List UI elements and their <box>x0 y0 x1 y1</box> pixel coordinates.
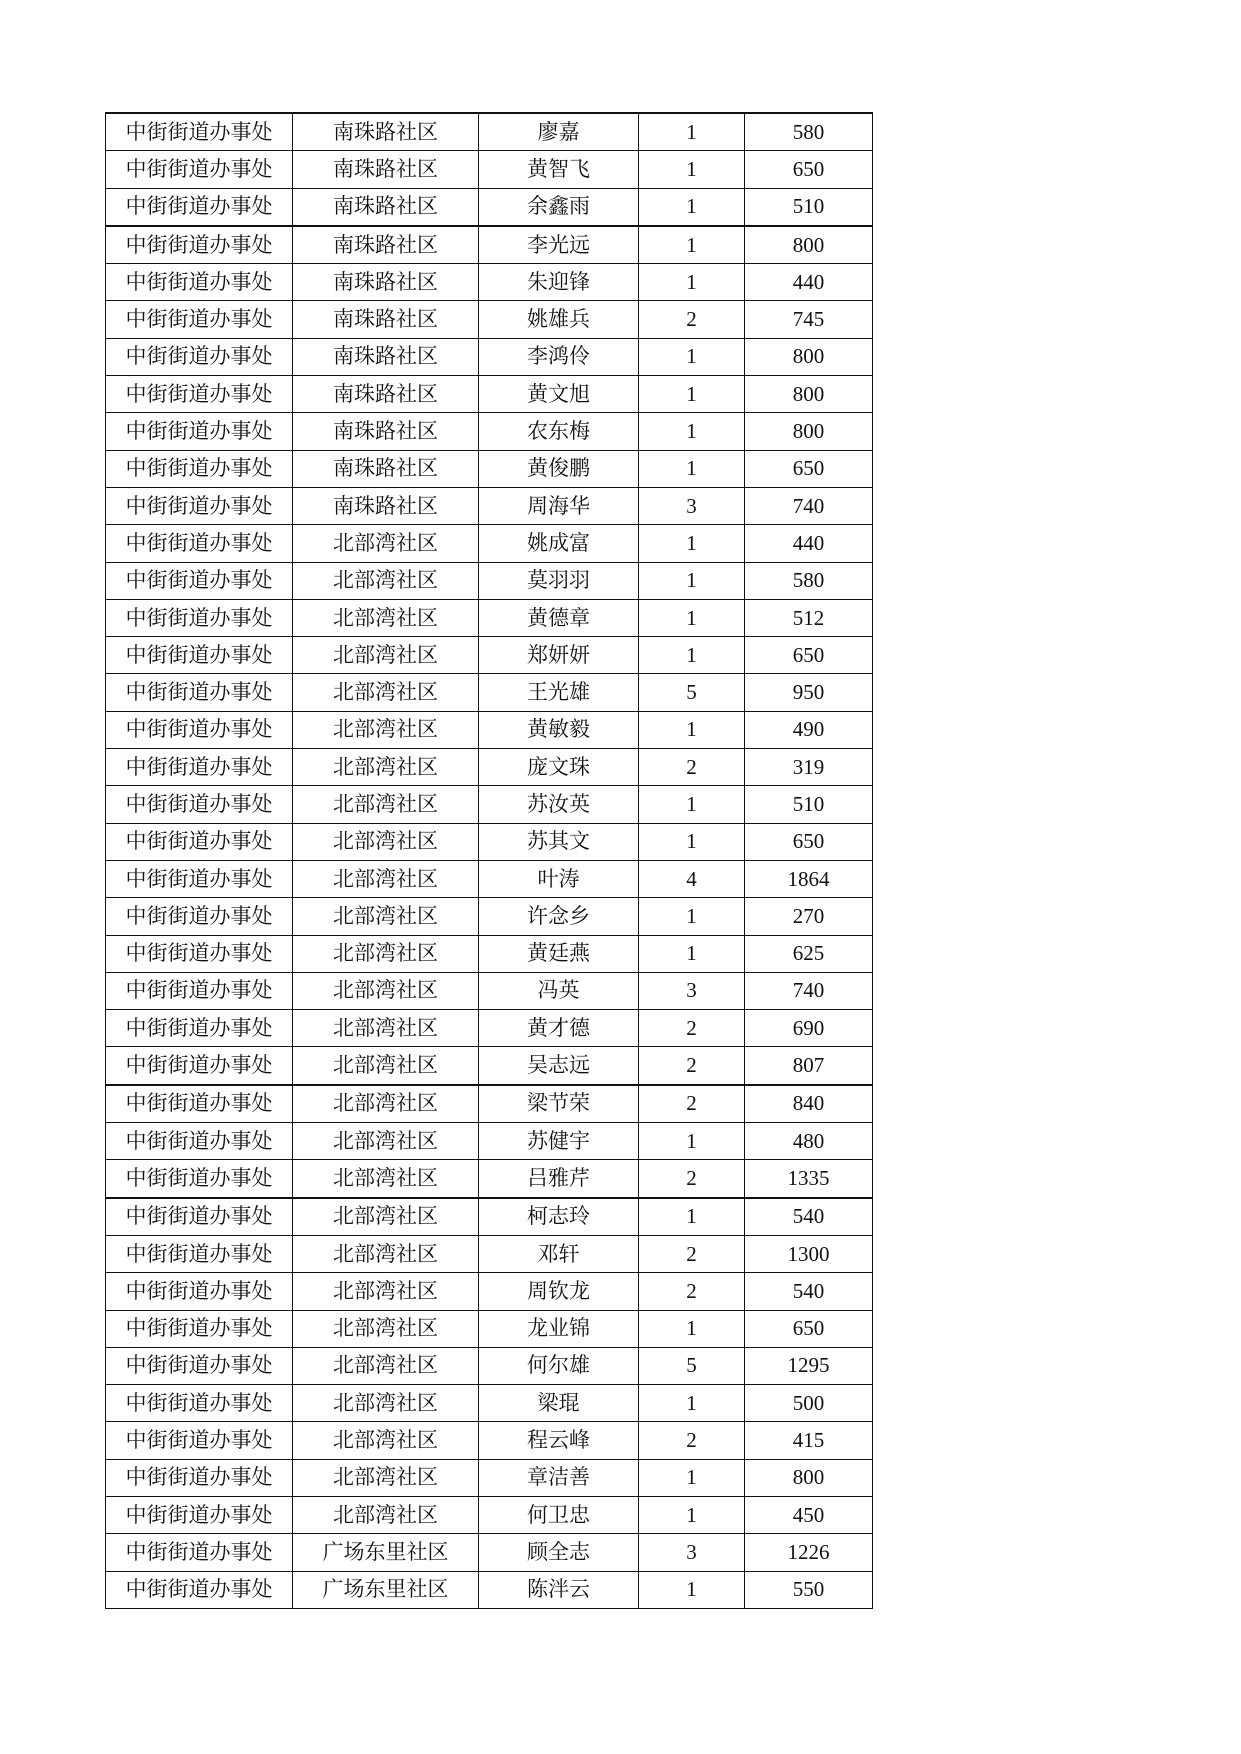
count-cell: 1 <box>639 898 745 935</box>
community-cell: 北部湾社区 <box>293 1347 479 1384</box>
count-cell: 1 <box>639 1123 745 1160</box>
community-cell: 北部湾社区 <box>293 1123 479 1160</box>
count-cell: 2 <box>639 1047 745 1085</box>
community-cell: 北部湾社区 <box>293 1459 479 1496</box>
count-cell: 1 <box>639 1198 745 1236</box>
count-cell: 2 <box>639 1085 745 1123</box>
community-cell: 北部湾社区 <box>293 749 479 786</box>
name-cell: 苏汝英 <box>479 786 639 823</box>
name-cell: 章洁善 <box>479 1459 639 1496</box>
community-cell: 南珠路社区 <box>293 264 479 301</box>
street-office-cell: 中街街道办事处 <box>106 338 293 375</box>
amount-cell: 440 <box>745 525 873 562</box>
name-cell: 叶涛 <box>479 860 639 897</box>
street-office-cell: 中街街道办事处 <box>106 935 293 972</box>
street-office-cell: 中街街道办事处 <box>106 674 293 711</box>
table-row <box>106 749 873 786</box>
table-row <box>106 450 873 487</box>
name-cell: 何卫忠 <box>479 1496 639 1533</box>
table-row <box>106 1534 873 1571</box>
table-row <box>106 487 873 524</box>
name-cell: 柯志玲 <box>479 1198 639 1236</box>
community-cell: 北部湾社区 <box>293 1160 479 1198</box>
community-cell: 北部湾社区 <box>293 1310 479 1347</box>
name-cell: 姚雄兵 <box>479 301 639 338</box>
community-cell: 南珠路社区 <box>293 413 479 450</box>
name-cell: 周钦龙 <box>479 1273 639 1310</box>
community-cell: 南珠路社区 <box>293 487 479 524</box>
amount-cell: 510 <box>745 188 873 226</box>
count-cell: 1 <box>639 935 745 972</box>
street-office-cell: 中街街道办事处 <box>106 113 293 151</box>
community-cell: 北部湾社区 <box>293 562 479 599</box>
table-row <box>106 599 873 636</box>
street-office-cell: 中街街道办事处 <box>106 151 293 188</box>
street-office-cell: 中街街道办事处 <box>106 525 293 562</box>
amount-cell: 800 <box>745 226 873 264</box>
table-row <box>106 1160 873 1198</box>
count-cell: 2 <box>639 301 745 338</box>
amount-cell: 690 <box>745 1010 873 1047</box>
table-row <box>106 1085 873 1123</box>
amount-cell: 800 <box>745 376 873 413</box>
name-cell: 黄俊鹏 <box>479 450 639 487</box>
table-row <box>106 151 873 188</box>
amount-cell: 650 <box>745 151 873 188</box>
street-office-cell: 中街街道办事处 <box>106 1010 293 1047</box>
name-cell: 黄敏毅 <box>479 711 639 748</box>
name-cell: 程云峰 <box>479 1422 639 1459</box>
table-row <box>106 637 873 674</box>
count-cell: 1 <box>639 413 745 450</box>
amount-cell: 415 <box>745 1422 873 1459</box>
amount-cell: 950 <box>745 674 873 711</box>
name-cell: 王光雄 <box>479 674 639 711</box>
count-cell: 1 <box>639 1571 745 1608</box>
table-row <box>106 935 873 972</box>
amount-cell: 510 <box>745 786 873 823</box>
data-table-body <box>106 113 873 1608</box>
amount-cell: 1226 <box>745 1534 873 1571</box>
name-cell: 黄文旭 <box>479 376 639 413</box>
name-cell: 冯英 <box>479 972 639 1009</box>
table-row <box>106 674 873 711</box>
count-cell: 1 <box>639 113 745 151</box>
community-cell: 北部湾社区 <box>293 1235 479 1272</box>
name-cell: 李鸿伶 <box>479 338 639 375</box>
community-cell: 南珠路社区 <box>293 376 479 413</box>
name-cell: 苏其文 <box>479 823 639 860</box>
community-cell: 南珠路社区 <box>293 188 479 226</box>
name-cell: 黄廷燕 <box>479 935 639 972</box>
name-cell: 吴志远 <box>479 1047 639 1085</box>
street-office-cell: 中街街道办事处 <box>106 1047 293 1085</box>
table-row <box>106 1310 873 1347</box>
street-office-cell: 中街街道办事处 <box>106 637 293 674</box>
street-office-cell: 中街街道办事处 <box>106 301 293 338</box>
name-cell: 黄智飞 <box>479 151 639 188</box>
community-cell: 北部湾社区 <box>293 1273 479 1310</box>
count-cell: 2 <box>639 749 745 786</box>
table-row <box>106 823 873 860</box>
street-office-cell: 中街街道办事处 <box>106 1571 293 1608</box>
name-cell: 莫羽羽 <box>479 562 639 599</box>
community-cell: 北部湾社区 <box>293 1496 479 1533</box>
table-row <box>106 525 873 562</box>
community-cell: 北部湾社区 <box>293 972 479 1009</box>
count-cell: 2 <box>639 1235 745 1272</box>
community-cell: 北部湾社区 <box>293 823 479 860</box>
street-office-cell: 中街街道办事处 <box>106 264 293 301</box>
amount-cell: 800 <box>745 413 873 450</box>
community-cell: 北部湾社区 <box>293 1047 479 1085</box>
street-office-cell: 中街街道办事处 <box>106 1310 293 1347</box>
table-row <box>106 562 873 599</box>
community-cell: 北部湾社区 <box>293 1085 479 1123</box>
community-cell: 南珠路社区 <box>293 450 479 487</box>
street-office-cell: 中街街道办事处 <box>106 1123 293 1160</box>
street-office-cell: 中街街道办事处 <box>106 1160 293 1198</box>
table-row <box>106 1047 873 1085</box>
table-row <box>106 113 873 151</box>
street-office-cell: 中街街道办事处 <box>106 226 293 264</box>
table-row <box>106 1010 873 1047</box>
count-cell: 1 <box>639 1459 745 1496</box>
amount-cell: 650 <box>745 1310 873 1347</box>
amount-cell: 650 <box>745 823 873 860</box>
count-cell: 3 <box>639 972 745 1009</box>
amount-cell: 440 <box>745 264 873 301</box>
count-cell: 1 <box>639 1496 745 1533</box>
community-cell: 北部湾社区 <box>293 1010 479 1047</box>
street-office-cell: 中街街道办事处 <box>106 413 293 450</box>
community-cell: 南珠路社区 <box>293 226 479 264</box>
community-cell: 北部湾社区 <box>293 935 479 972</box>
name-cell: 梁节荣 <box>479 1085 639 1123</box>
amount-cell: 1335 <box>745 1160 873 1198</box>
name-cell: 李光远 <box>479 226 639 264</box>
count-cell: 1 <box>639 338 745 375</box>
table-row <box>106 188 873 226</box>
street-office-cell: 中街街道办事处 <box>106 1385 293 1422</box>
street-office-cell: 中街街道办事处 <box>106 376 293 413</box>
name-cell: 梁琨 <box>479 1385 639 1422</box>
name-cell: 邓轩 <box>479 1235 639 1272</box>
count-cell: 5 <box>639 1347 745 1384</box>
street-office-cell: 中街街道办事处 <box>106 562 293 599</box>
community-cell: 南珠路社区 <box>293 113 479 151</box>
table-row <box>106 1198 873 1236</box>
count-cell: 1 <box>639 450 745 487</box>
count-cell: 2 <box>639 1422 745 1459</box>
table-row <box>106 1571 873 1608</box>
count-cell: 2 <box>639 1273 745 1310</box>
amount-cell: 580 <box>745 113 873 151</box>
count-cell: 1 <box>639 188 745 226</box>
count-cell: 2 <box>639 1160 745 1198</box>
amount-cell: 800 <box>745 1459 873 1496</box>
count-cell: 1 <box>639 264 745 301</box>
community-cell: 北部湾社区 <box>293 599 479 636</box>
community-cell: 南珠路社区 <box>293 301 479 338</box>
table-row <box>106 1123 873 1160</box>
count-cell: 4 <box>639 860 745 897</box>
count-cell: 3 <box>639 487 745 524</box>
name-cell: 苏健宇 <box>479 1123 639 1160</box>
street-office-cell: 中街街道办事处 <box>106 711 293 748</box>
table-row <box>106 711 873 748</box>
street-office-cell: 中街街道办事处 <box>106 823 293 860</box>
street-office-cell: 中街街道办事处 <box>106 188 293 226</box>
name-cell: 黄德章 <box>479 599 639 636</box>
table-row <box>106 1273 873 1310</box>
name-cell: 周海华 <box>479 487 639 524</box>
amount-cell: 550 <box>745 1571 873 1608</box>
name-cell: 姚成富 <box>479 525 639 562</box>
table-row <box>106 1347 873 1384</box>
table-row <box>106 1385 873 1422</box>
amount-cell: 319 <box>745 749 873 786</box>
community-cell: 北部湾社区 <box>293 525 479 562</box>
name-cell: 顾全志 <box>479 1534 639 1571</box>
street-office-cell: 中街街道办事处 <box>106 1235 293 1272</box>
name-cell: 郑妍妍 <box>479 637 639 674</box>
street-office-cell: 中街街道办事处 <box>106 1534 293 1571</box>
table-row <box>106 226 873 264</box>
count-cell: 1 <box>639 823 745 860</box>
table-row <box>106 1422 873 1459</box>
amount-cell: 270 <box>745 898 873 935</box>
amount-cell: 540 <box>745 1273 873 1310</box>
community-cell: 广场东里社区 <box>293 1534 479 1571</box>
street-office-cell: 中街街道办事处 <box>106 1459 293 1496</box>
community-cell: 北部湾社区 <box>293 1385 479 1422</box>
community-cell: 南珠路社区 <box>293 338 479 375</box>
street-office-cell: 中街街道办事处 <box>106 972 293 1009</box>
table-row <box>106 301 873 338</box>
count-cell: 1 <box>639 786 745 823</box>
table-row <box>106 898 873 935</box>
community-cell: 北部湾社区 <box>293 860 479 897</box>
amount-cell: 490 <box>745 711 873 748</box>
table-row <box>106 264 873 301</box>
name-cell: 庞文珠 <box>479 749 639 786</box>
amount-cell: 625 <box>745 935 873 972</box>
count-cell: 1 <box>639 562 745 599</box>
name-cell: 陈泮云 <box>479 1571 639 1608</box>
community-cell: 北部湾社区 <box>293 637 479 674</box>
count-cell: 1 <box>639 1310 745 1347</box>
amount-cell: 807 <box>745 1047 873 1085</box>
community-cell: 广场东里社区 <box>293 1571 479 1608</box>
street-office-cell: 中街街道办事处 <box>106 487 293 524</box>
community-cell: 北部湾社区 <box>293 786 479 823</box>
street-office-cell: 中街街道办事处 <box>106 860 293 897</box>
community-cell: 北部湾社区 <box>293 898 479 935</box>
table-row <box>106 1459 873 1496</box>
count-cell: 1 <box>639 525 745 562</box>
count-cell: 3 <box>639 1534 745 1571</box>
amount-cell: 540 <box>745 1198 873 1236</box>
amount-cell: 840 <box>745 1085 873 1123</box>
count-cell: 5 <box>639 674 745 711</box>
street-office-cell: 中街街道办事处 <box>106 450 293 487</box>
name-cell: 余鑫雨 <box>479 188 639 226</box>
table-row <box>106 972 873 1009</box>
street-office-cell: 中街街道办事处 <box>106 898 293 935</box>
count-cell: 1 <box>639 1385 745 1422</box>
name-cell: 黄才德 <box>479 1010 639 1047</box>
name-cell: 龙业锦 <box>479 1310 639 1347</box>
amount-cell: 800 <box>745 338 873 375</box>
table-row <box>106 413 873 450</box>
amount-cell: 745 <box>745 301 873 338</box>
amount-cell: 1864 <box>745 860 873 897</box>
street-office-cell: 中街街道办事处 <box>106 786 293 823</box>
street-office-cell: 中街街道办事处 <box>106 1496 293 1533</box>
data-table <box>105 112 873 1609</box>
community-cell: 南珠路社区 <box>293 151 479 188</box>
street-office-cell: 中街街道办事处 <box>106 749 293 786</box>
amount-cell: 500 <box>745 1385 873 1422</box>
name-cell: 许念乡 <box>479 898 639 935</box>
street-office-cell: 中街街道办事处 <box>106 1085 293 1123</box>
community-cell: 北部湾社区 <box>293 1198 479 1236</box>
street-office-cell: 中街街道办事处 <box>106 1422 293 1459</box>
amount-cell: 1295 <box>745 1347 873 1384</box>
amount-cell: 1300 <box>745 1235 873 1272</box>
amount-cell: 580 <box>745 562 873 599</box>
count-cell: 1 <box>639 151 745 188</box>
name-cell: 何尔雄 <box>479 1347 639 1384</box>
amount-cell: 480 <box>745 1123 873 1160</box>
count-cell: 1 <box>639 376 745 413</box>
table-row <box>106 1496 873 1533</box>
count-cell: 1 <box>639 226 745 264</box>
community-cell: 北部湾社区 <box>293 1422 479 1459</box>
table-row <box>106 860 873 897</box>
community-cell: 北部湾社区 <box>293 674 479 711</box>
table-row <box>106 1235 873 1272</box>
street-office-cell: 中街街道办事处 <box>106 599 293 636</box>
name-cell: 农东梅 <box>479 413 639 450</box>
amount-cell: 450 <box>745 1496 873 1533</box>
count-cell: 1 <box>639 599 745 636</box>
street-office-cell: 中街街道办事处 <box>106 1198 293 1236</box>
amount-cell: 512 <box>745 599 873 636</box>
street-office-cell: 中街街道办事处 <box>106 1347 293 1384</box>
amount-cell: 740 <box>745 972 873 1009</box>
street-office-cell: 中街街道办事处 <box>106 1273 293 1310</box>
amount-cell: 740 <box>745 487 873 524</box>
table-row <box>106 338 873 375</box>
count-cell: 1 <box>639 711 745 748</box>
count-cell: 1 <box>639 637 745 674</box>
community-cell: 北部湾社区 <box>293 711 479 748</box>
table-row <box>106 376 873 413</box>
count-cell: 2 <box>639 1010 745 1047</box>
amount-cell: 650 <box>745 450 873 487</box>
name-cell: 吕雅芹 <box>479 1160 639 1198</box>
name-cell: 朱迎锋 <box>479 264 639 301</box>
table-row <box>106 786 873 823</box>
amount-cell: 650 <box>745 637 873 674</box>
name-cell: 廖嘉 <box>479 113 639 151</box>
